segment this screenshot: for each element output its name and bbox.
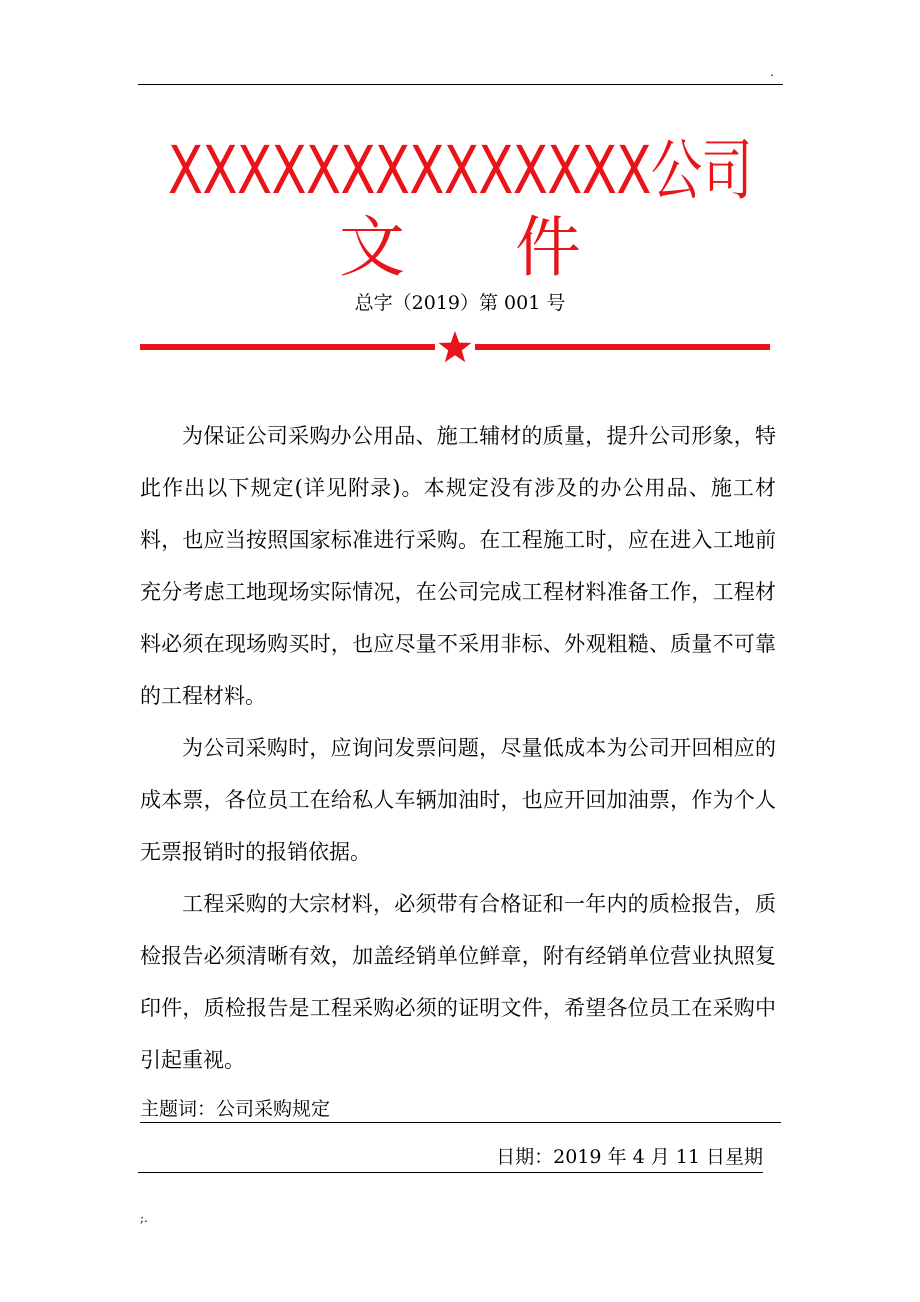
document-title-char-1: 文 bbox=[339, 209, 405, 286]
document-number: 总字（2019）第 001 号 bbox=[354, 292, 566, 314]
red-star-icon bbox=[437, 330, 473, 364]
body-paragraph: 为保证公司采购办公用品、施工辅材的质量，提升公司形象，特此作出以下规定(详见附录)。本规定没有涉及的办公用品、施工材料，也应当按照国家标准进行采购。在工程施工时，应在进入工地前充分考虑工地现场实际情况，在公司完成工程材料准备工作，工程材料必须在现场购买时，也应尽量不采用非标、外观粗糙、质量不可靠的工程材料。 bbox=[140, 424, 776, 708]
red-divider-right bbox=[475, 344, 770, 350]
subject-keywords: 主题词：公司采购规定 bbox=[140, 1096, 781, 1123]
document-body bbox=[140, 410, 776, 1086]
body-paragraph: 工程采购的大宗材料，必须带有合格证和一年内的质检报告，质检报告必须清晰有效，加盖经销单位鲜章，附有经销单位营业执照复印件，质检报告是工程采购必须的证明文件，希望各位员工在采购中引起重视。 bbox=[140, 892, 776, 1072]
header-dot: . bbox=[770, 65, 774, 79]
header-rule bbox=[138, 84, 783, 85]
red-divider-left bbox=[140, 344, 435, 350]
company-title: XXXXXXXXXXXXXX公司 bbox=[167, 132, 753, 209]
document-title bbox=[0, 208, 920, 288]
body-paragraph: 为公司采购时，应询问发票问题，尽量低成本为公司开回相应的成本票，各位员工在给私人车辆加油时，也应开回加油票，作为个人无票报销时的报销依据。 bbox=[140, 736, 776, 864]
footer-mark: ;. bbox=[140, 1211, 148, 1225]
document-date: 日期：2019 年 4 月 11 日星期 bbox=[138, 1142, 763, 1173]
document-title-char-2: 件 bbox=[515, 209, 581, 286]
